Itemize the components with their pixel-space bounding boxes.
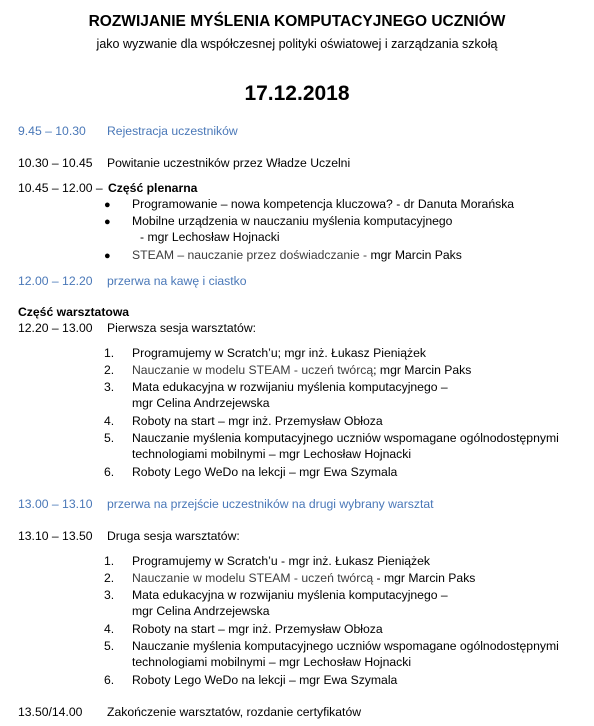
session2-item-2-topic: Nauczanie w modelu STEAM - uczeń twórcą — [132, 571, 374, 585]
session2-item-num: 3. — [104, 588, 115, 602]
session2-item-4: Roboty na start – mgr inż. Przemysław Obłoza — [132, 622, 383, 636]
session2-item-num: 5. — [104, 639, 115, 653]
session1-item-2-topic: Nauczanie w modelu STEAM - uczeń twórcą — [132, 363, 374, 377]
closing-label: Zakończenie warsztatów, rozdanie certyfikatów — [107, 705, 362, 719]
session2-item-num: 1. — [104, 554, 115, 568]
session2-item-num: 6. — [104, 673, 115, 687]
session1-item-5: Nauczanie myślenia komputacyjnego uczniów wspomagane ogólnodostępnymi — [132, 431, 559, 445]
session2-item-num: 2. — [104, 571, 115, 585]
session1-item-num: 3. — [104, 380, 115, 394]
session1-item-1: Programujemy w Scratch’u; mgr inż. Łukasz Pieniążek — [132, 346, 426, 360]
page-title: ROZWIJANIE MYŚLENIA KOMPUTACYJNEGO UCZNIÓW — [88, 13, 506, 30]
session2-item-5-speaker: technologiami mobilnymi – mgr Lechosław Hojnacki — [132, 655, 412, 669]
plenary-talk-3-speaker: mgr Marcin Paks — [367, 248, 462, 262]
session1-item-num: 6. — [104, 465, 115, 479]
session1-item-num: 4. — [104, 414, 115, 428]
session2-item-5: Nauczanie myślenia komputacyjnego uczniów wspomagane ogólnodostępnymi — [132, 639, 559, 653]
session1-item-5-speaker: technologiami mobilnymi – mgr Lechosław Hojnacki — [132, 447, 412, 461]
transfer-break-time: 13.00 – 13.10 — [18, 497, 93, 511]
session2-item-2-speaker: - mgr Marcin Paks — [373, 571, 476, 585]
registration-time: 9.45 – 10.30 — [18, 124, 86, 138]
plenary-talk-2: Mobilne urządzenia w nauczaniu myślenia komputacyjnego — [132, 214, 453, 228]
session2-item-2 — [132, 570, 475, 586]
bullet-icon: ● — [104, 216, 111, 228]
session2-item-num: 4. — [104, 622, 115, 636]
transfer-break-label: przerwa na przejście uczestników na drugi wybrany warsztat — [107, 497, 434, 511]
page-subtitle: jako wyzwanie dla współczesnej polityki oświatowej i zarządzania szkołą — [96, 37, 498, 51]
bullet-icon: ● — [104, 250, 111, 262]
session1-label: Pierwsza sesja warsztatów: — [107, 321, 257, 335]
plenary-talk-2-speaker: - mgr Lechosław Hojnacki — [140, 230, 280, 244]
welcome-label: Powitanie uczestników przez Władze Uczelni — [107, 156, 351, 170]
registration-label: Rejestracja uczestników — [107, 124, 238, 138]
plenary-label: Część plenarna — [108, 181, 198, 195]
session1-item-num: 2. — [104, 363, 115, 377]
session1-item-4: Roboty na start – mgr inż. Przemysław Obłoza — [132, 414, 383, 428]
coffee-break-label: przerwa na kawę i ciastko — [107, 274, 247, 288]
plenary-talk-3-topic: STEAM – nauczanie przez doświadczanie - — [132, 248, 368, 262]
session1-item-3-speaker: mgr Celina Andrzejewska — [132, 396, 270, 410]
session1-item-6: Roboty Lego WeDo na lekcji – mgr Ewa Szymala — [132, 465, 398, 479]
event-date: 17.12.2018 — [244, 82, 350, 105]
session2-item-6: Roboty Lego WeDo na lekcji – mgr Ewa Szymala — [132, 673, 398, 687]
coffee-break-time: 12.00 – 12.20 — [18, 274, 93, 288]
session1-item-3: Mata edukacyjna w rozwijaniu myślenia komputacyjnego – — [132, 380, 448, 394]
workshops-heading: Część warsztatowa — [18, 305, 130, 319]
session1-time: 12.20 – 13.00 — [18, 321, 93, 335]
session1-item-num: 1. — [104, 346, 115, 360]
welcome-time: 10.30 – 10.45 — [18, 156, 93, 170]
plenary-time: 10.45 – 12.00 – — [18, 181, 103, 195]
session1-item-2-speaker: ; mgr Marcin Paks — [373, 363, 472, 377]
session1-item-2 — [132, 362, 471, 378]
session2-time: 13.10 – 13.50 — [18, 529, 93, 543]
session2-item-3: Mata edukacyjna w rozwijaniu myślenia komputacyjnego – — [132, 588, 448, 602]
closing-time: 13.50/14.00 — [18, 705, 83, 719]
session2-label: Druga sesja warsztatów: — [107, 529, 240, 543]
session1-item-num: 5. — [104, 431, 115, 445]
plenary-talk-3 — [132, 247, 462, 263]
session2-item-1: Programujemy w Scratch’u - mgr inż. Łukasz Pieniążek — [132, 554, 431, 568]
session2-item-3-speaker: mgr Celina Andrzejewska — [132, 604, 270, 618]
bullet-icon: ● — [104, 199, 111, 211]
plenary-talk-1: Programowanie – nowa kompetencja kluczowa? - dr Danuta Morańska — [132, 197, 515, 211]
